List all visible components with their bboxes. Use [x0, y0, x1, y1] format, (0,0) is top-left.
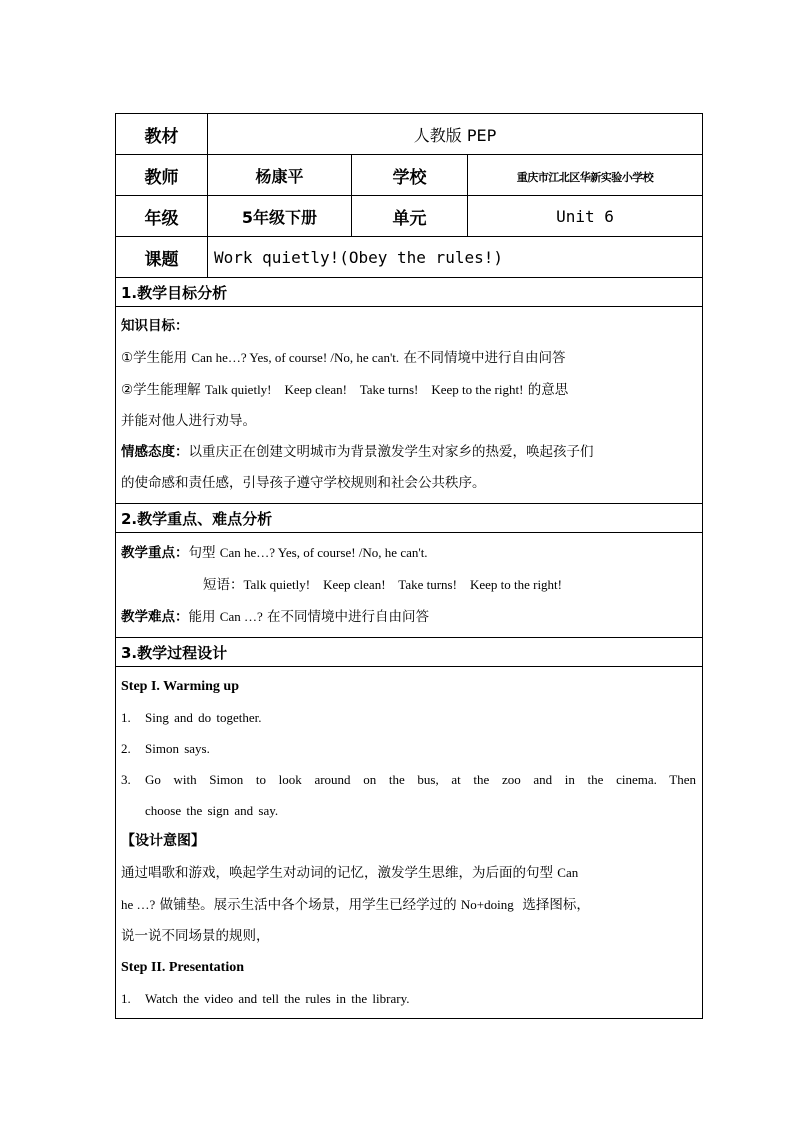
list-item: 3. Go with Simon to look around on the bus, at the zoo and in the cinema. Then [121, 772, 697, 787]
design-text-1: 通过唱歌和游戏，唤起学生对动词的记忆，激发学生思维，为后面的句型 Can [121, 865, 579, 881]
row-textbook [116, 114, 703, 155]
unit-value: Unit 6 [468, 196, 703, 237]
section3-title: 3.教学过程设计 [116, 638, 703, 667]
grade-value: 5年级下册 [208, 196, 352, 237]
goal-2-cont: 并能对他人进行劝导。 [121, 413, 256, 429]
emotion-goal-cont: 的使命感和责任感，引导孩子遵守学校规则和社会公共秩序。 [121, 475, 486, 491]
section2-body [116, 533, 703, 638]
list-item: 1. Sing and do together. [121, 710, 262, 725]
goal-2: ②学生能理解 Talk quietly! Keep clean! Take turns! Keep to the right! 的意思 [121, 382, 569, 398]
goal-1: ①学生能用 Can he…? Yes, of course! /No, he can't. 在不同情境中进行自由问答 [121, 350, 566, 366]
difficult-point: 教学难点：能用 Can …? 在不同情境中进行自由问答 [121, 609, 430, 625]
textbook-value: 人教版 PEP [413, 125, 497, 145]
textbook-label: 教材 [116, 114, 208, 155]
section1-body [116, 307, 703, 504]
row-section3-body [116, 667, 703, 1019]
grade-label: 年级 [116, 196, 208, 237]
list-item-cont: choose the sign and say. [145, 803, 279, 818]
list-item: 1. Watch the video and tell the rules in the library. [121, 991, 410, 1006]
topic-label: 课题 [116, 237, 208, 278]
section3-body [116, 667, 703, 1019]
row-section3-title [116, 638, 703, 667]
row-teacher [116, 155, 703, 196]
design-text-3: 说一说不同场景的规则， [121, 928, 270, 944]
row-section2-title [116, 504, 703, 533]
key-point: 教学重点：句型 Can he…? Yes, of course! /No, he can't. [121, 545, 428, 561]
section1-title: 1.教学目标分析 [116, 278, 703, 307]
unit-label: 单元 [352, 196, 468, 237]
step2-title: Step II. Presentation [121, 960, 245, 975]
row-section1-body [116, 307, 703, 504]
knowledge-heading: 知识目标： [121, 318, 189, 334]
row-grade [116, 196, 703, 237]
teacher-value: 杨康平 [208, 155, 352, 196]
design-heading: 【设计意图】 [121, 833, 205, 849]
row-section1-title [116, 278, 703, 307]
school-label: 学校 [352, 155, 468, 196]
teacher-label: 教师 [116, 155, 208, 196]
section2-title: 2.教学重点、难点分析 [116, 504, 703, 533]
key-phrases: 短语：Talk quietly! Keep clean! Take turns! Keep to the right! [203, 577, 562, 593]
list-item: 2. Simon says. [121, 741, 210, 756]
school-value: 重庆市江北区华新实验小学校 [516, 170, 654, 184]
row-section2-body [116, 533, 703, 638]
lesson-plan-table [115, 113, 703, 1019]
design-text-2: he …? 做铺垫。展示生活中各个场景，用学生已经学过的 No+doing 选择图标， [121, 897, 590, 913]
emotion-goal: 情感态度：以重庆正在创建文明城市为背景激发学生对家乡的热爱，唤起孩子们 [121, 444, 594, 460]
step1-title: Step I. Warming up [121, 679, 239, 694]
lesson-plan-sheet [115, 113, 702, 1019]
row-topic [116, 237, 703, 278]
topic-value: Work quietly!(Obey the rules!) [208, 237, 703, 278]
